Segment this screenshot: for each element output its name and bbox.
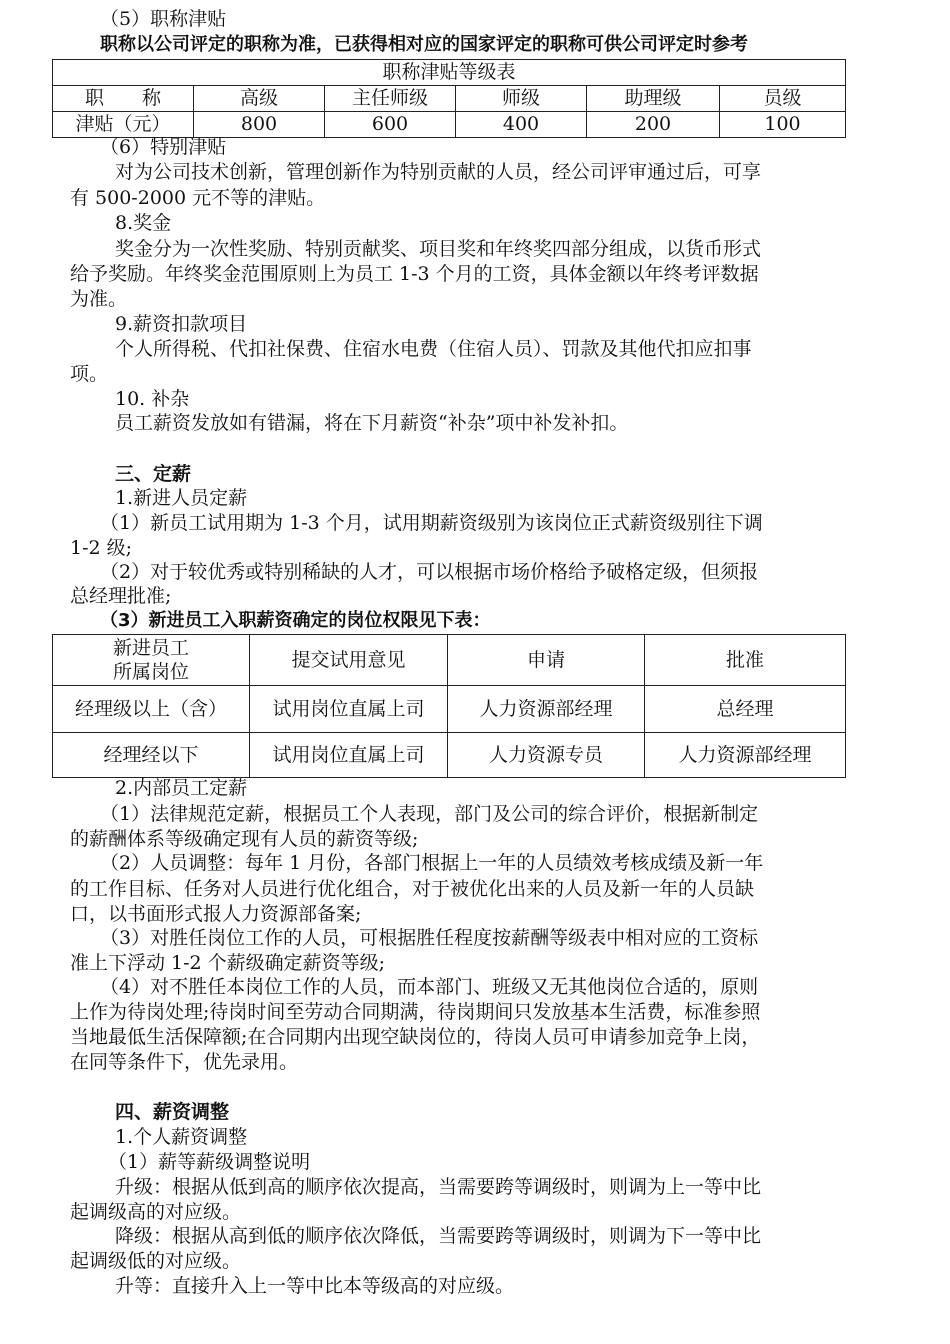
- body-text: 准上下浮动 1-2 个薪级确定薪资等级;: [70, 952, 386, 974]
- body-text: （2）对于较优秀或特别稀缺的人才，可以根据市场价格给予破格定级，但须报: [100, 561, 759, 583]
- body-text: 为准。: [70, 288, 128, 310]
- body-text: 起调级高的对应级。: [70, 1201, 242, 1223]
- table-cell: 100: [720, 112, 846, 138]
- body-text: 的工作目标、任务对人员进行优化组合，对于被优化出来的人员及新一年的人员缺: [70, 878, 755, 900]
- body-text: 起调级低的对应级。: [70, 1250, 242, 1272]
- body-text: （3）新进员工入职薪资确定的岗位权限见下表：: [100, 610, 491, 631]
- body-text: （1）法律规范定薪，根据员工个人表现，部门及公司的综合评价，根据新制定: [100, 803, 759, 825]
- body-text: （2）人员调整：每年 1 月份，各部门根据上一年的人员绩效考核成绩及新一年: [100, 852, 764, 874]
- body-text: 项。: [70, 363, 109, 385]
- table-cell: 师级: [456, 86, 587, 112]
- table-row: [53, 733, 846, 778]
- table-cell: 600: [325, 112, 456, 138]
- table-cell: 经理级以上（含）: [53, 686, 250, 733]
- body-text: （1）新员工试用期为 1-3 个月，试用期薪资级别为该岗位正式薪资级别往下调: [100, 512, 763, 534]
- body-text: 升等：直接升入上一等中比本等级高的对应级。: [115, 1275, 515, 1297]
- body-text: 当地最低生活保障额;在合同期内出现空缺岗位的，待岗人员可申请参加竞争上岗，: [70, 1026, 761, 1048]
- table-cell: 800: [194, 112, 325, 138]
- table-cell: 申请: [448, 635, 645, 686]
- body-text: 的薪酬体系等级确定现有人员的薪资等级;: [70, 828, 419, 850]
- body-text: 总经理批准;: [70, 585, 172, 607]
- table-cell: 400: [456, 112, 587, 138]
- position-authority-table: [52, 634, 846, 778]
- section-item-title: 8.奖金: [115, 212, 172, 234]
- subsection-title: （6）特别津贴: [100, 136, 227, 158]
- body-text: （4）对不胜任本岗位工作的人员，而本部门、班级又无其他岗位合适的，原则: [100, 976, 759, 998]
- table-cell: 新进员工 所属岗位: [53, 635, 250, 686]
- section-heading: 三、定薪: [115, 463, 192, 485]
- table-cell: 员级: [720, 86, 846, 112]
- section-item-title: 10. 补杂: [115, 388, 190, 410]
- table-cell: 人力资源部经理: [645, 733, 846, 778]
- body-text: （3）对胜任岗位工作的人员，可根据胜任程度按薪酬等级表中相对应的工资标: [100, 927, 759, 949]
- table-cell: 人力资源专员: [448, 733, 645, 778]
- body-text: 对为公司技术创新，管理创新作为特别贡献的人员，经公司评审通过后，可享: [115, 161, 762, 183]
- body-text: 上作为待岗处理;待岗时间至劳动合同期满，待岗期间只发放基本生活费，标准参照: [70, 1001, 761, 1023]
- body-text: 升级：根据从低到高的顺序依次提高，当需要跨等调级时，则调为上一等中比: [115, 1176, 762, 1198]
- table-cell: 批准: [645, 635, 846, 686]
- section-item-title: 2.内部员工定薪: [115, 777, 248, 799]
- body-text: 职称以公司评定的职称为准，已获得相对应的国家评定的职称可供公司评定时参考: [100, 34, 748, 55]
- section-heading: 四、薪资调整: [115, 1101, 230, 1123]
- table-cell: 助理级: [587, 86, 720, 112]
- table-cell: 人力资源部经理: [448, 686, 645, 733]
- body-text: 给予奖励。年终奖金范围原则上为员工 1-3 个月的工资，具体金额以年终考评数据: [70, 263, 759, 285]
- table-cell: 经理经以下: [53, 733, 250, 778]
- table-cell: 职 称: [53, 86, 194, 112]
- body-text: 口，以书面形式报人力资源部备案;: [70, 903, 362, 925]
- table-row: [53, 686, 846, 733]
- table-cell: 主任师级: [325, 86, 456, 112]
- table-cell: 高级: [194, 86, 325, 112]
- table-header-row: [53, 86, 846, 112]
- title-allowance-table: [52, 59, 846, 138]
- body-text: 1-2 级;: [70, 537, 133, 559]
- body-text: 在同等条件下，优先录用。: [70, 1051, 299, 1073]
- body-text: 降级：根据从高到低的顺序依次降低，当需要跨等调级时，则调为下一等中比: [115, 1225, 762, 1247]
- table-header-row: [53, 635, 846, 686]
- table-cell: 总经理: [645, 686, 846, 733]
- table-cell: 试用岗位直属上司: [250, 733, 448, 778]
- table-cell: 200: [587, 112, 720, 138]
- table-cell: 津贴（元）: [53, 112, 194, 138]
- table-cell: 提交试用意见: [250, 635, 448, 686]
- body-text: （1）薪等薪级调整说明: [108, 1151, 311, 1173]
- body-text: 个人所得税、代扣社保费、住宿水电费（住宿人员）、罚款及其他代扣应扣事: [115, 338, 752, 360]
- section-item-title: 9.薪资扣款项目: [115, 313, 248, 335]
- subsection-title: （5）职称津贴: [100, 8, 227, 30]
- section-item-title: 1.新进人员定薪: [115, 487, 248, 509]
- table-cell: 试用岗位直属上司: [250, 686, 448, 733]
- body-text: 奖金分为一次性奖励、特别贡献奖、项目奖和年终奖四部分组成，以货币形式: [115, 238, 762, 260]
- table-title: 职称津贴等级表: [53, 60, 846, 86]
- body-text: 员工薪资发放如有错漏，将在下月薪资“补杂”项中补发补扣。: [115, 412, 629, 434]
- section-item-title: 1.个人薪资调整: [115, 1126, 248, 1148]
- body-text: 有 500-2000 元不等的津贴。: [70, 187, 326, 209]
